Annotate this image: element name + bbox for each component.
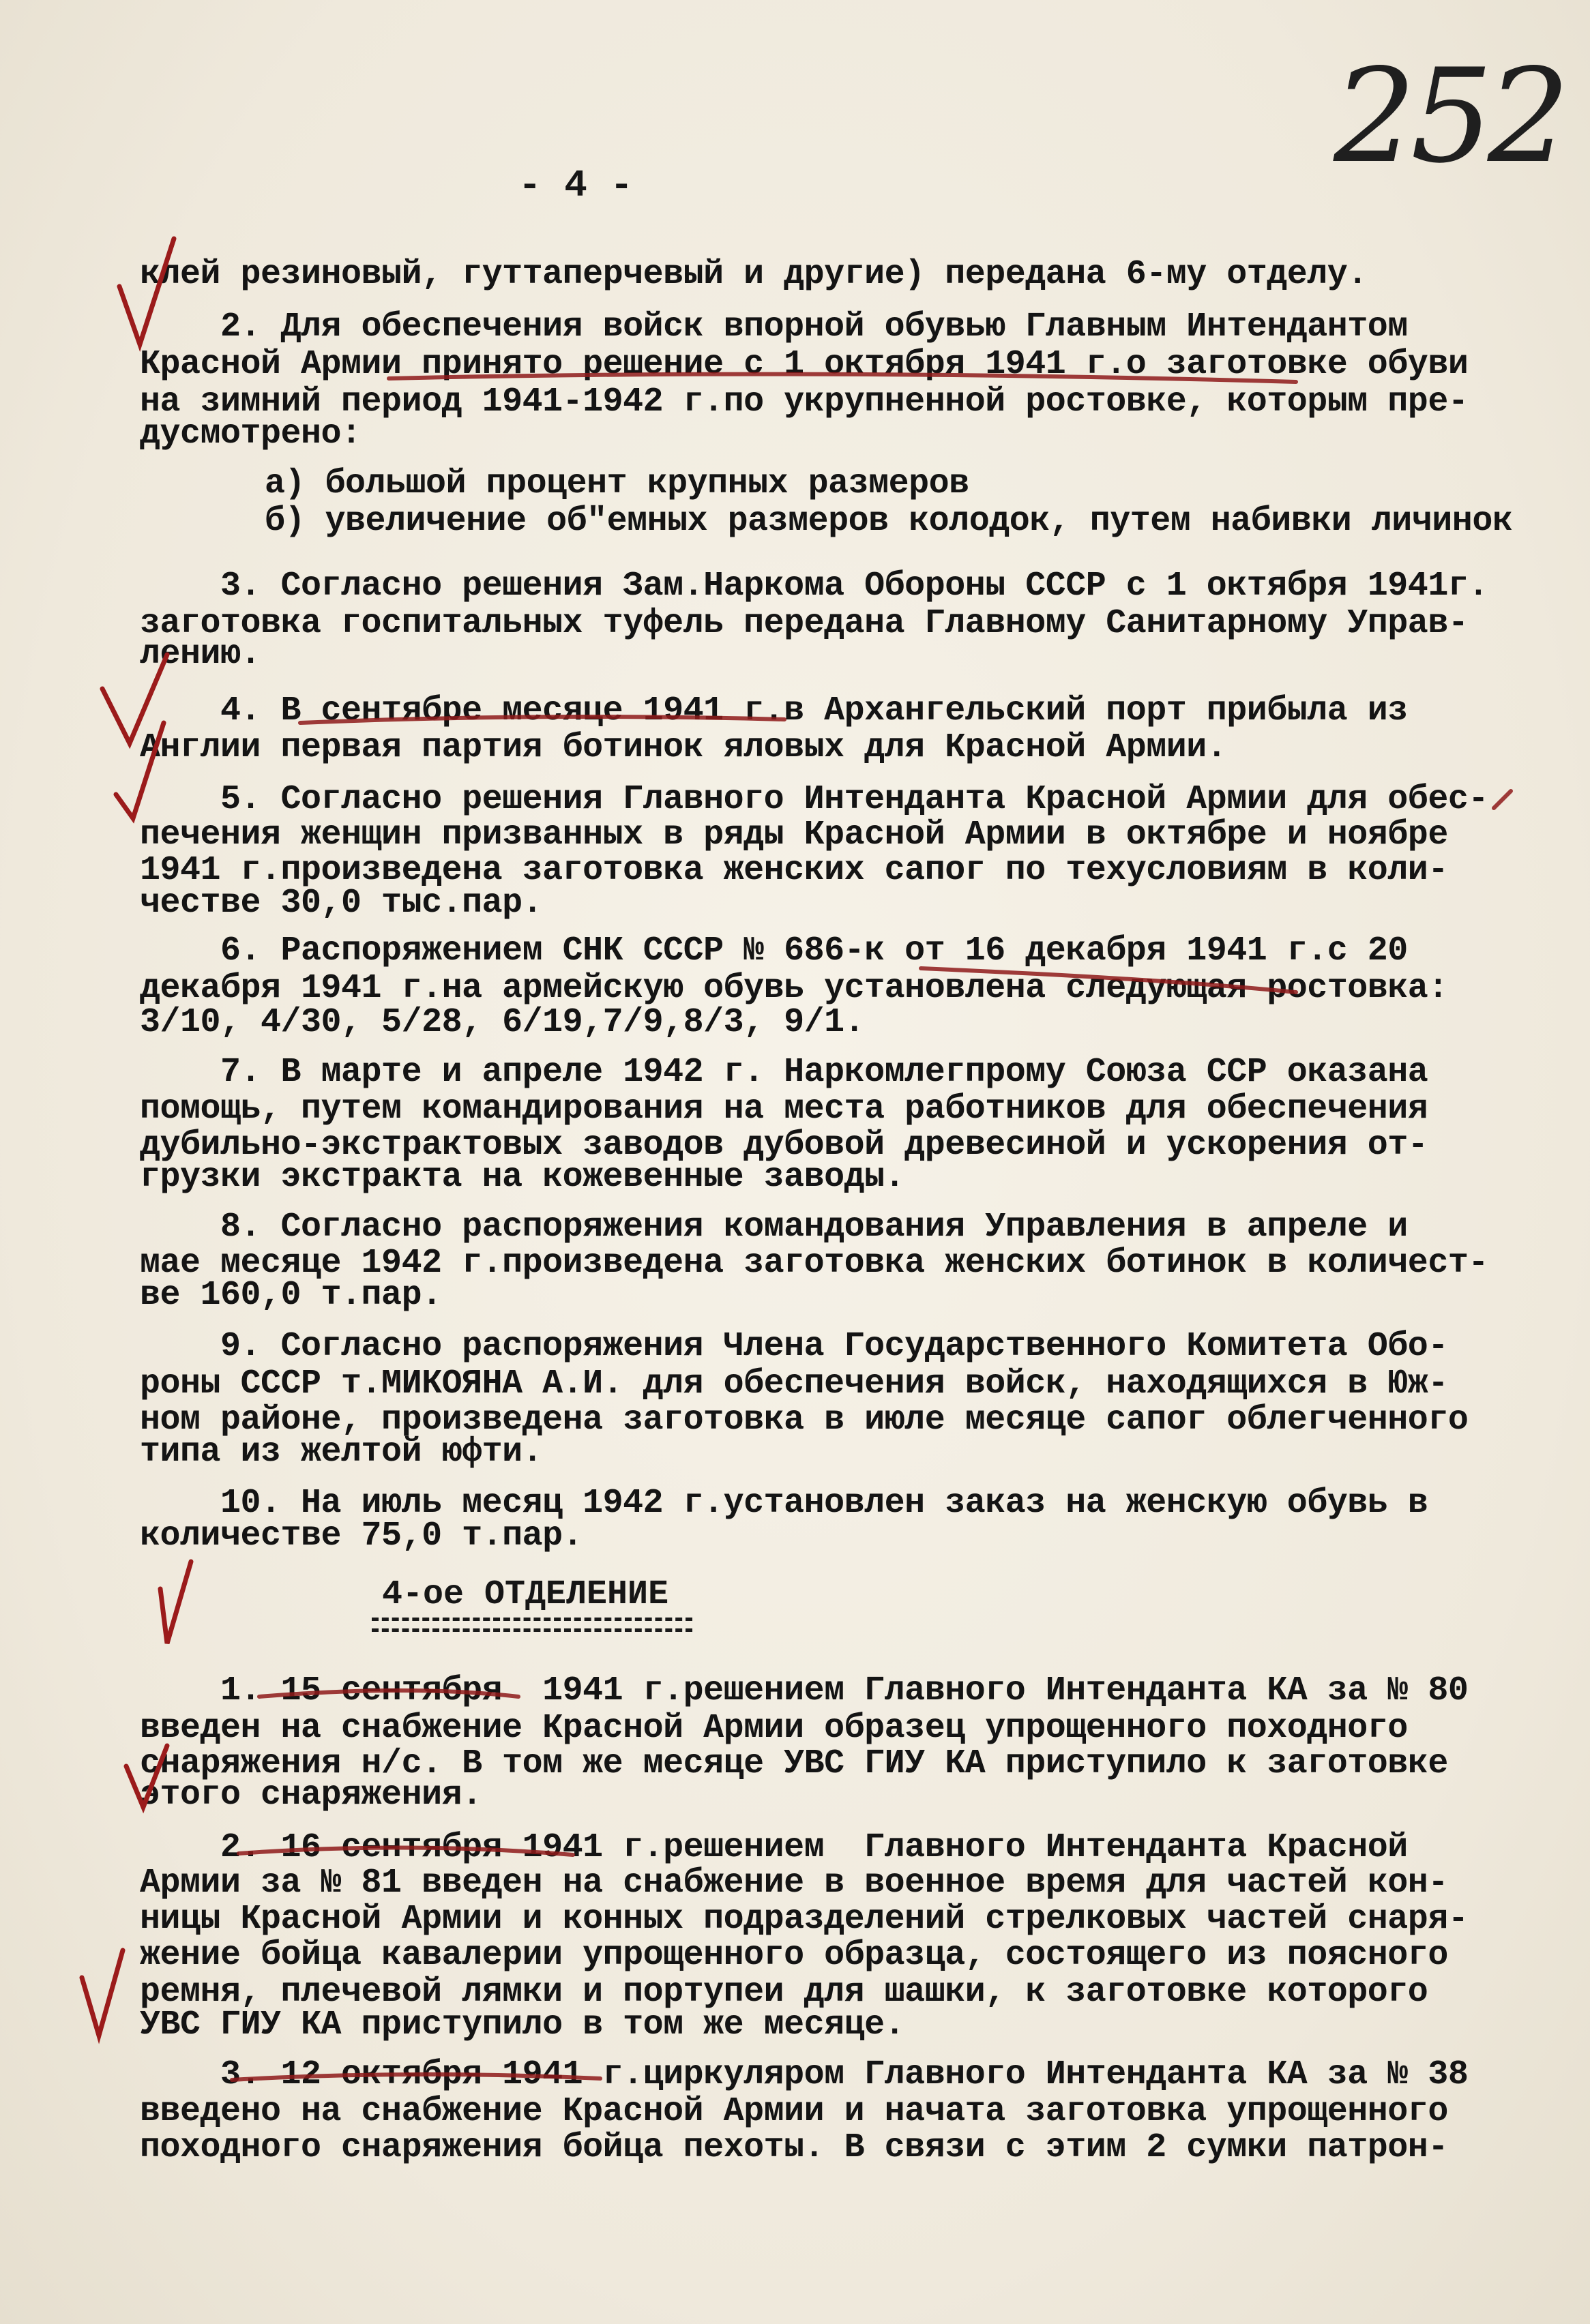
text-line: типа из желтой юфти. xyxy=(140,1433,543,1472)
text-line: 1941 г.произведена заготовка женских сапог по техусловиям в коли- xyxy=(140,851,1448,890)
text-line: дубильно-экстрактовых заводов дубовой древесиной и ускорения от- xyxy=(140,1126,1428,1165)
text-line: 2. Для обеспечения войск впорной обувью Главным Интендантом xyxy=(140,308,1408,346)
check-mark-icon xyxy=(116,723,164,818)
text-line: 6. Распоряжением СНК СССР № 686-к от 16 декабря 1941 г.с 20 xyxy=(140,932,1408,970)
text-line: б) увеличение об"емных размеров колодок, путем набивки личинок xyxy=(184,502,1513,541)
text-line: грузки экстракта на кожевенные заводы. xyxy=(140,1158,905,1197)
text-line: 2. 16 сентября 1941 г.решением Главного Интенданта Красной xyxy=(140,1828,1408,1867)
page-number: - 4 - xyxy=(518,164,634,207)
section-heading: 4-ое ОТДЕЛЕНИЕ xyxy=(382,1575,669,1614)
text-line: мае месяце 1942 г.произведена заготовка женских ботинок в количест- xyxy=(140,1244,1488,1283)
text-line: 3. Согласно решения Зам.Наркома Обороны СССР с 1 октября 1941г. xyxy=(140,567,1488,606)
text-line: 10. На июль месяц 1942 г.установлен заказ на женскую обувь в xyxy=(140,1484,1428,1523)
text-line: 8. Согласно распоряжения командования Управления в апреле и xyxy=(140,1208,1408,1247)
text-line: дусмотрено: xyxy=(140,415,362,453)
text-line: ве 160,0 т.пар. xyxy=(140,1276,442,1315)
underline-mark xyxy=(300,717,784,723)
check-mark-icon xyxy=(160,1562,191,1643)
check-mark-icon xyxy=(126,1746,167,1807)
underline-mark xyxy=(259,1690,518,1697)
text-line: снаряжения н/с. В том же месяце УВС ГИУ КА приступило к заготовке xyxy=(140,1744,1448,1783)
archive-page-number: 252 xyxy=(1334,41,1565,192)
text-line: введено на снабжение Красной Армии и начата заготовка упрощенного xyxy=(140,2092,1448,2131)
underline-mark xyxy=(389,374,1296,382)
check-mark-icon xyxy=(102,655,167,743)
text-line: ремня, плечевой лямки и портупеи для шашки, к заготовке которого xyxy=(140,1973,1428,2012)
text-line: введен на снабжение Красной Армии образец упрощенного походного xyxy=(140,1709,1408,1748)
text-line: этого снаряжения. xyxy=(140,1776,482,1815)
text-line: роны СССР т.МИКОЯНА А.И. для обеспечения войск, находящихся в Юж- xyxy=(140,1365,1448,1403)
text-line: а) большой процент крупных размеров xyxy=(184,464,969,503)
text-line: ницы Красной Армии и конных подразделений стрелковых частей снаря- xyxy=(140,1900,1469,1939)
text-line: 3/10, 4/30, 5/28, 6/19,7/9,8/3, 9/1. xyxy=(140,1003,865,1042)
text-line: походного снаряжения бойца пехоты. В связи с этим 2 сумки патрон- xyxy=(140,2128,1448,2167)
text-line: 5. Согласно решения Главного Интенданта Красной Армии для обес- xyxy=(140,780,1488,819)
text-line: Армии за № 81 введен на снабжение в военное время для частей кон- xyxy=(140,1864,1448,1903)
check-mark-icon xyxy=(82,1950,123,2036)
underline-mark xyxy=(232,2074,600,2080)
text-line: печения женщин призванных в ряды Красной Армии в октябре и ноябре xyxy=(140,816,1448,854)
text-line: Англии первая партия ботинок яловых для Красной Армии. xyxy=(140,728,1227,767)
text-line: честве 30,0 тыс.пар. xyxy=(140,884,543,923)
text-line: помощь, путем командирования на места работников для обеспечения xyxy=(140,1090,1428,1129)
text-line: 3. 12 октября 1941 г.циркуляром Главного Интенданта КА за № 38 xyxy=(140,2055,1469,2094)
text-line: количестве 75,0 т.пар. xyxy=(140,1517,583,1555)
check-mark-icon xyxy=(119,239,174,344)
text-line: ном районе, произведена заготовка в июле месяце сапог облегченного xyxy=(140,1401,1469,1440)
text-line: 4. В сентябре месяце 1941 г.в Архангельский порт прибыла из xyxy=(140,691,1408,730)
text-line: жение бойца кавалерии упрощенного образца, состоящего из поясного xyxy=(140,1936,1448,1975)
underline-mark xyxy=(239,1847,573,1855)
text-line: заготовка госпитальных туфель передана Главному Санитарному Управ- xyxy=(140,604,1469,643)
text-line: декабря 1941 г.на армейскую обувь установлена следующая ростовка: xyxy=(140,969,1448,1008)
text-line: 1. 15 сентября 1941 г.решением Главного Интенданта КА за № 80 xyxy=(140,1671,1469,1710)
underline-mark xyxy=(921,968,1296,992)
text-line: лению. xyxy=(140,635,261,674)
text-line: 7. В марте и апреле 1942 г. Наркомлегпрому Союза ССР оказана xyxy=(140,1053,1428,1092)
text-line: УВС ГИУ КА приступило в том же месяце. xyxy=(140,2006,905,2044)
underline-mark xyxy=(1494,791,1511,808)
text-line: 9. Согласно распоряжения Члена Государственного Комитета Обо- xyxy=(140,1327,1448,1366)
text-line: клей резиновый, гуттаперчевый и другие) передана 6-му отделу. xyxy=(140,255,1368,294)
text-line: Красной Армии принято решение с 1 октября 1941 г.о заготовке обуви xyxy=(140,345,1469,384)
text-line: на зимний период 1941-1942 г.по укрупненной ростовке, которым пре- xyxy=(140,383,1469,421)
